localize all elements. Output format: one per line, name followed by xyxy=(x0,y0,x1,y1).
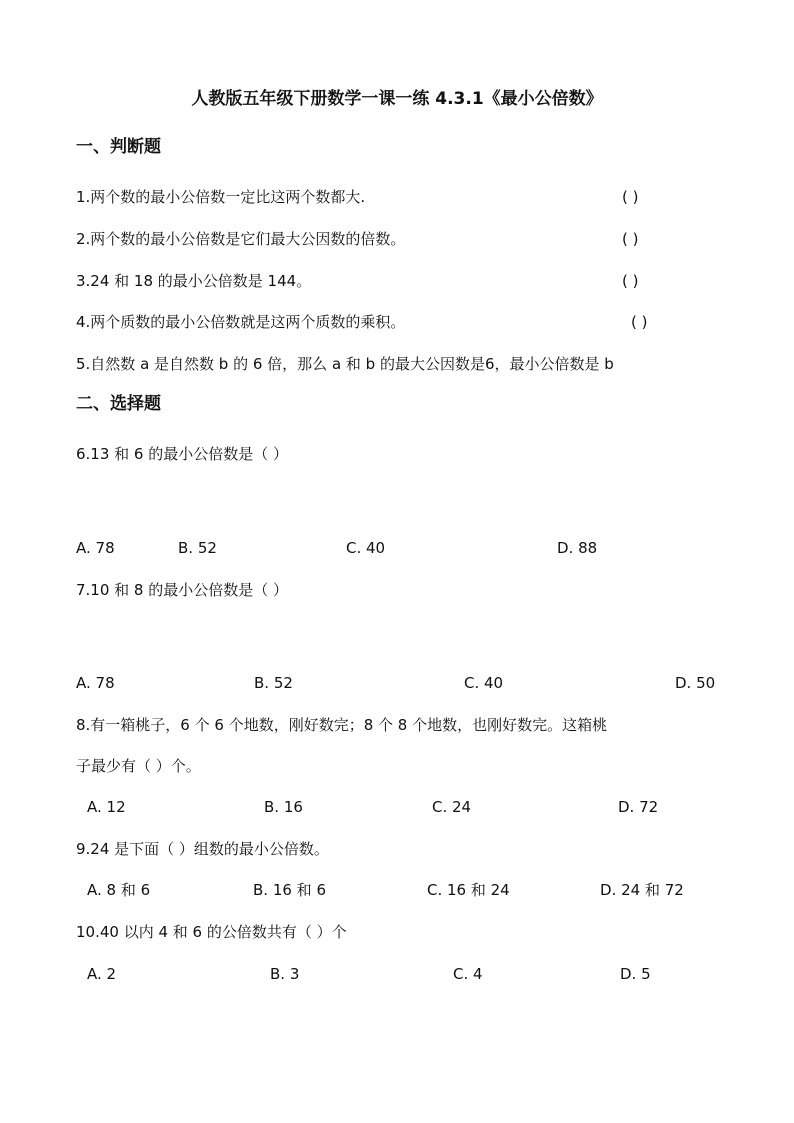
q7-option-b: B. 52 xyxy=(254,674,293,692)
choice-question-8-line1: 8.有一箱桃子，6 个 6 个地数，刚好数完；8 个 8 个地数，也刚好数完。这箱桃 xyxy=(76,716,608,734)
q9-option-c: C. 16 和 24 xyxy=(427,881,510,899)
q7-option-a: A. 78 xyxy=(76,674,115,692)
q10-option-c: C. 4 xyxy=(453,965,483,983)
q6-option-c: C. 40 xyxy=(346,539,386,557)
q10-option-d: D. 5 xyxy=(620,965,651,983)
answer-blank-2: ( ) xyxy=(622,230,639,248)
judge-question-4: 4.两个质数的最小公倍数就是这两个质数的乘积。 xyxy=(76,313,406,331)
page-title: 人教版五年级下册数学一课一练 4.3.1《最小公倍数》 xyxy=(191,89,603,109)
q9-option-d: D. 24 和 72 xyxy=(600,881,684,899)
q8-option-c: C. 24 xyxy=(432,798,472,816)
q6-option-d: D. 88 xyxy=(557,539,598,557)
section-heading-choice: 二、选择题 xyxy=(76,394,161,414)
q7-option-d: D. 50 xyxy=(675,674,716,692)
answer-blank-4: ( ) xyxy=(631,313,648,331)
q10-option-a: A. 2 xyxy=(87,965,117,983)
q7-option-c: C. 40 xyxy=(464,674,504,692)
choice-question-6: 6.13 和 6 的最小公倍数是（ ） xyxy=(76,445,289,463)
judge-question-1: 1.两个数的最小公倍数一定比这两个数都大. xyxy=(76,188,366,206)
choice-question-9: 9.24 是下面（ ）组数的最小公倍数。 xyxy=(76,840,329,858)
judge-question-5: 5.自然数 a 是自然数 b 的 6 倍，那么 a 和 b 的最大公因数是6，最小公倍数是 b xyxy=(76,355,614,373)
q8-option-d: D. 72 xyxy=(618,798,659,816)
judge-question-2: 2.两个数的最小公倍数是它们最大公因数的倍数。 xyxy=(76,230,406,248)
answer-blank-3: ( ) xyxy=(622,272,639,290)
q6-option-a: A. 78 xyxy=(76,539,115,557)
answer-blank-1: ( ) xyxy=(622,188,639,206)
q6-option-b: B. 52 xyxy=(178,539,217,557)
q9-option-a: A. 8 和 6 xyxy=(87,881,151,899)
choice-question-10: 10.40 以内 4 和 6 的公倍数共有（ ）个 xyxy=(76,923,347,941)
judge-question-3: 3.24 和 18 的最小公倍数是 144。 xyxy=(76,272,312,290)
q9-option-b: B. 16 和 6 xyxy=(253,881,326,899)
choice-question-8-line2: 子最少有（ ）个。 xyxy=(76,757,201,775)
section-heading-judge: 一、判断题 xyxy=(76,137,161,157)
q10-option-b: B. 3 xyxy=(270,965,300,983)
choice-question-7: 7.10 和 8 的最小公倍数是（ ） xyxy=(76,581,289,599)
q8-option-a: A. 12 xyxy=(87,798,126,816)
q8-option-b: B. 16 xyxy=(264,798,303,816)
